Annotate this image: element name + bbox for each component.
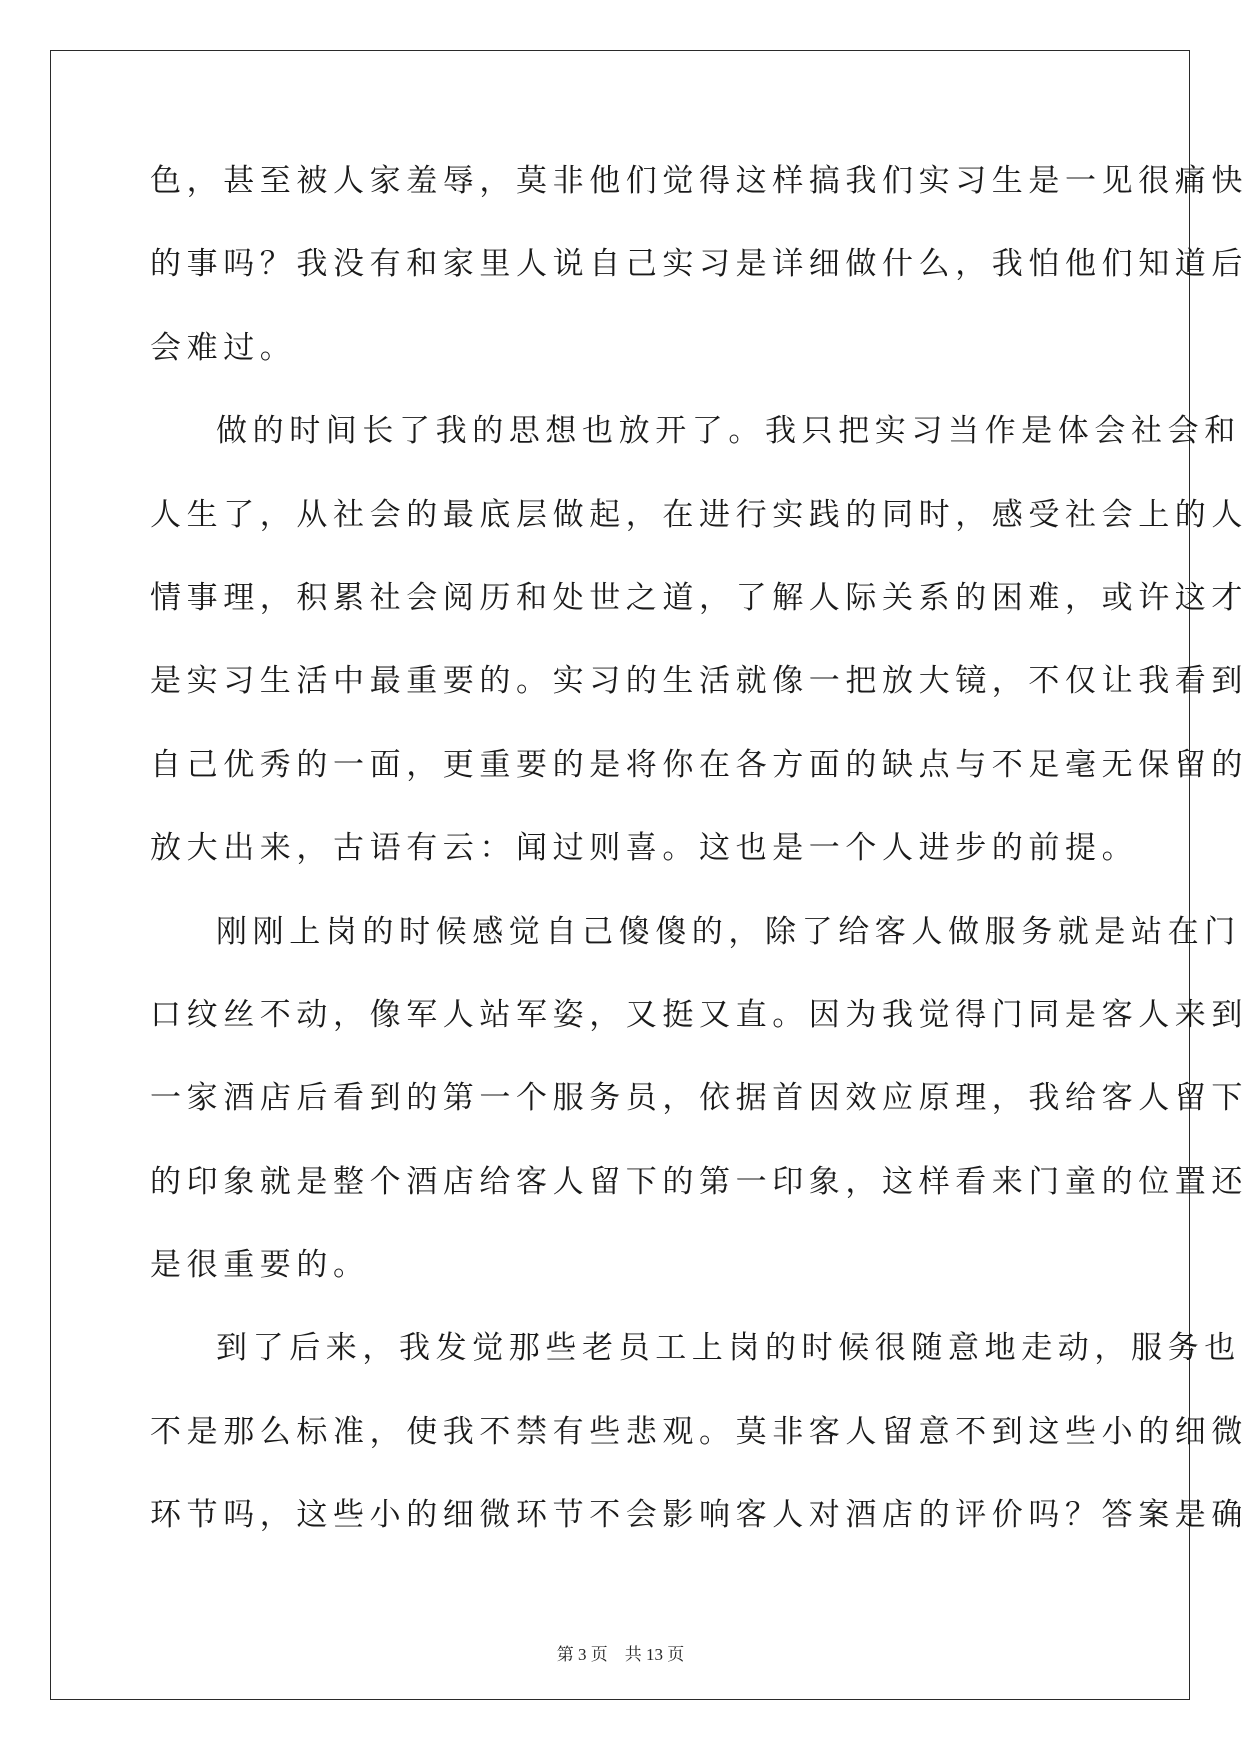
paragraph xyxy=(150,410,1248,910)
text-line: 一家酒店后看到的第一个服务员，依据首因效应原理，我给客人留下 xyxy=(150,1080,1248,1117)
page-number: 第 3 页 xyxy=(556,1645,608,1664)
text-line: 是很重要的。 xyxy=(150,1247,370,1284)
page-total: 共 13 页 xyxy=(624,1645,685,1664)
text-line: 自己优秀的一面，更重要的是将你在各方面的缺点与不足毫无保留的 xyxy=(150,746,1248,783)
text-line: 做的时间长了我的思想也放开了。我只把实习当作是体会社会和 xyxy=(216,413,1241,450)
page-footer xyxy=(0,1640,1241,1665)
paragraph xyxy=(150,911,1248,1328)
text-line: 口纹丝不动，像军人站军姿，又挺又直。因为我觉得门同是客人来到 xyxy=(150,996,1248,1033)
text-line: 是实习生活中最重要的。实习的生活就像一把放大镜，不仅让我看到 xyxy=(150,663,1248,700)
text-line: 刚刚上岗的时候感觉自己傻傻的，除了给客人做服务就是站在门 xyxy=(216,913,1241,950)
text-line: 的事吗？我没有和家里人说自己实习是详细做什么，我怕他们知道后 xyxy=(150,246,1248,283)
text-line: 的印象就是整个酒店给客人留下的第一印象，这样看来门童的位置还 xyxy=(150,1163,1248,1200)
text-line: 情事理，积累社会阅历和处世之道，了解人际关系的困难，或许这才 xyxy=(150,579,1248,616)
text-line: 不是那么标准，使我不禁有些悲观。莫非客人留意不到这些小的细微 xyxy=(150,1413,1248,1450)
paragraph xyxy=(150,1327,1248,1577)
text-line: 环节吗，这些小的细微环节不会影响客人对酒店的评价吗？答案是确 xyxy=(150,1497,1248,1534)
paragraph xyxy=(150,160,1248,410)
text-line: 人生了，从社会的最底层做起，在进行实践的同时，感受社会上的人 xyxy=(150,496,1248,533)
text-line: 到了后来，我发觉那些老员工上岗的时候很随意地走动，服务也 xyxy=(216,1330,1241,1367)
text-line: 色，甚至被人家羞辱，莫非他们觉得这样搞我们实习生是一见很痛快 xyxy=(150,163,1248,199)
document-body xyxy=(150,160,1248,1578)
text-line: 会难过。 xyxy=(150,329,297,366)
text-line: 放大出来，古语有云：闻过则喜。这也是一个人进步的前提。 xyxy=(150,830,1139,867)
